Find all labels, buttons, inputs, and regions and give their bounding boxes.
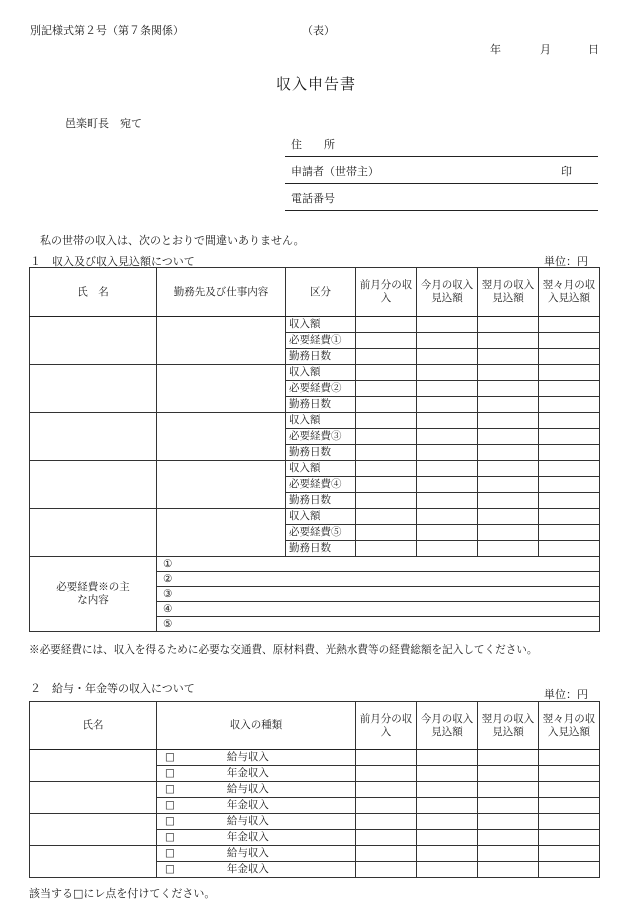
category-expense: 必要経費①: [286, 333, 356, 349]
value-cell[interactable]: [356, 525, 417, 541]
value-cell[interactable]: [539, 317, 600, 333]
value-cell[interactable]: [478, 445, 539, 461]
value-cell[interactable]: [356, 413, 417, 429]
col-header-this-month: 今月の収入見込額: [417, 268, 478, 317]
category-income: 収入額: [286, 461, 356, 477]
name-cell[interactable]: [30, 365, 157, 413]
value-cell[interactable]: [539, 397, 600, 413]
category-workdays: 勤務日数: [286, 541, 356, 557]
income-type-label: 年金収入: [226, 863, 269, 876]
value-cell[interactable]: [356, 862, 417, 878]
name-cell[interactable]: [30, 413, 157, 461]
value-cell[interactable]: [356, 461, 417, 477]
expense-detail-1[interactable]: ①: [157, 557, 600, 572]
value-cell[interactable]: [417, 766, 478, 782]
value-cell[interactable]: [417, 814, 478, 830]
category-income: 収入額: [286, 413, 356, 429]
value-cell[interactable]: [356, 445, 417, 461]
value-cell[interactable]: [356, 509, 417, 525]
value-cell[interactable]: [539, 541, 600, 557]
income-type-pension[interactable]: [157, 862, 356, 878]
value-cell[interactable]: [539, 477, 600, 493]
declaration-text: 私の世帯の収入は、次のとおりで間違いありません。: [40, 234, 305, 247]
value-cell[interactable]: [417, 413, 478, 429]
value-cell[interactable]: [539, 830, 600, 846]
page-title: 収入申告書: [276, 75, 357, 93]
address-field[interactable]: [285, 130, 598, 157]
value-cell[interactable]: [356, 766, 417, 782]
value-cell[interactable]: [539, 782, 600, 798]
value-cell[interactable]: [478, 349, 539, 365]
name-cell[interactable]: [30, 814, 157, 846]
value-cell[interactable]: [539, 349, 600, 365]
value-cell[interactable]: [417, 333, 478, 349]
value-cell[interactable]: [478, 814, 539, 830]
category-workdays: 勤務日数: [286, 349, 356, 365]
col-header-next-month: 翌月の収入見込額: [478, 702, 539, 750]
value-cell[interactable]: [539, 766, 600, 782]
income-type-salary[interactable]: [157, 750, 356, 766]
income-type-label: 給与収入: [226, 847, 269, 860]
name-cell[interactable]: [30, 782, 157, 814]
checkbox-pension[interactable]: □: [165, 767, 175, 780]
value-cell[interactable]: [478, 429, 539, 445]
value-cell[interactable]: [417, 397, 478, 413]
name-cell[interactable]: [30, 509, 157, 557]
value-cell[interactable]: [478, 830, 539, 846]
value-cell[interactable]: [417, 862, 478, 878]
value-cell[interactable]: [539, 461, 600, 477]
name-cell[interactable]: [30, 846, 157, 878]
col-header-name: 氏 名: [30, 268, 157, 317]
income-type-salary[interactable]: [157, 814, 356, 830]
section1-heading: １ 収入及び収入見込額について: [30, 255, 195, 268]
value-cell[interactable]: [539, 798, 600, 814]
value-cell[interactable]: [478, 525, 539, 541]
value-cell[interactable]: [417, 846, 478, 862]
value-cell[interactable]: [539, 846, 600, 862]
applicant-name-field[interactable]: [285, 157, 598, 184]
value-cell[interactable]: [478, 317, 539, 333]
category-expense: 必要経費⑤: [286, 525, 356, 541]
checkbox-salary[interactable]: □: [165, 815, 175, 828]
value-cell[interactable]: [356, 397, 417, 413]
income-type-label: 給与収入: [226, 815, 269, 828]
category-workdays: 勤務日数: [286, 493, 356, 509]
date-month: 月: [540, 43, 551, 56]
workplace-cell[interactable]: [157, 317, 286, 365]
pension-table: [29, 701, 600, 878]
value-cell[interactable]: [478, 333, 539, 349]
value-cell[interactable]: [539, 862, 600, 878]
section1-note: ※必要経費には、収入を得るために必要な交通費、原材料費、光熱水費等の経費総額を記入してください。: [29, 644, 538, 656]
section2-note: 該当する□にレ点を付けてください。: [29, 887, 216, 900]
income-type-label: 給与収入: [226, 751, 269, 764]
addressee: 邑楽町長 宛て: [65, 117, 142, 130]
workplace-cell[interactable]: [157, 509, 286, 557]
value-cell[interactable]: [356, 798, 417, 814]
value-cell[interactable]: [356, 365, 417, 381]
col-header-workplace: 勤務先及び仕事内容: [157, 268, 286, 317]
expense-detail-5[interactable]: ⑤: [157, 617, 600, 632]
category-expense: 必要経費③: [286, 429, 356, 445]
value-cell[interactable]: [356, 317, 417, 333]
name-cell[interactable]: [30, 461, 157, 509]
value-cell[interactable]: [478, 862, 539, 878]
checkbox-pension[interactable]: □: [165, 863, 175, 876]
checkbox-salary[interactable]: □: [165, 751, 175, 764]
value-cell[interactable]: [356, 333, 417, 349]
income-type-pension[interactable]: [157, 830, 356, 846]
workplace-cell[interactable]: [157, 461, 286, 509]
section1-unit: 単位：円: [544, 255, 588, 268]
value-cell[interactable]: [478, 846, 539, 862]
value-cell[interactable]: [417, 445, 478, 461]
value-cell[interactable]: [417, 429, 478, 445]
value-cell[interactable]: [417, 493, 478, 509]
value-cell[interactable]: [356, 381, 417, 397]
seal-label: 印: [561, 165, 572, 178]
name-cell[interactable]: [30, 317, 157, 365]
date-day: 日: [588, 43, 599, 56]
col-header-this-month: 今月の収入見込額: [417, 702, 478, 750]
value-cell[interactable]: [539, 750, 600, 766]
category-income: 収入額: [286, 509, 356, 525]
value-cell[interactable]: [478, 766, 539, 782]
workplace-cell[interactable]: [157, 413, 286, 461]
value-cell[interactable]: [539, 445, 600, 461]
value-cell[interactable]: [539, 493, 600, 509]
col-header-month-after-next: 翌々月の収入見込額: [539, 268, 600, 317]
value-cell[interactable]: [478, 477, 539, 493]
value-cell[interactable]: [539, 525, 600, 541]
category-expense: 必要経費②: [286, 381, 356, 397]
value-cell[interactable]: [417, 317, 478, 333]
category-income: 収入額: [286, 317, 356, 333]
income-type-label: 年金収入: [226, 831, 269, 844]
category-expense: 必要経費④: [286, 477, 356, 493]
income-type-salary[interactable]: [157, 846, 356, 862]
income-type-salary[interactable]: [157, 782, 356, 798]
expense-details-label: 必要経費※の主な内容: [30, 557, 157, 632]
value-cell[interactable]: [417, 782, 478, 798]
income-type-label: 給与収入: [226, 783, 269, 796]
form-side: （表）: [302, 24, 335, 37]
value-cell[interactable]: [356, 477, 417, 493]
income-type-pension[interactable]: [157, 798, 356, 814]
expense-detail-2[interactable]: ②: [157, 572, 600, 587]
value-cell[interactable]: [539, 509, 600, 525]
value-cell[interactable]: [478, 493, 539, 509]
value-cell[interactable]: [417, 541, 478, 557]
value-cell[interactable]: [539, 429, 600, 445]
checkbox-pension[interactable]: □: [165, 831, 175, 844]
category-income: 収入額: [286, 365, 356, 381]
value-cell[interactable]: [417, 509, 478, 525]
checkbox-pension[interactable]: □: [165, 799, 175, 812]
value-cell[interactable]: [478, 541, 539, 557]
value-cell[interactable]: [539, 333, 600, 349]
form-number: 別記様式第２号（第７条関係）: [30, 24, 184, 37]
value-cell[interactable]: [417, 365, 478, 381]
value-cell[interactable]: [539, 381, 600, 397]
value-cell[interactable]: [356, 814, 417, 830]
col-header-last-month: 前月分の収入: [356, 702, 417, 750]
section2-unit: 単位：円: [544, 688, 588, 701]
value-cell[interactable]: [417, 349, 478, 365]
income-table: [29, 267, 600, 632]
value-cell[interactable]: [478, 365, 539, 381]
checkbox-salary[interactable]: □: [165, 847, 175, 860]
category-workdays: 勤務日数: [286, 397, 356, 413]
value-cell[interactable]: [417, 381, 478, 397]
value-cell[interactable]: [356, 429, 417, 445]
value-cell[interactable]: [478, 413, 539, 429]
expense-detail-3[interactable]: ③: [157, 587, 600, 602]
value-cell[interactable]: [478, 397, 539, 413]
value-cell[interactable]: [478, 782, 539, 798]
value-cell[interactable]: [417, 525, 478, 541]
date-year: 年: [490, 43, 501, 56]
value-cell[interactable]: [356, 782, 417, 798]
value-cell[interactable]: [539, 814, 600, 830]
value-cell[interactable]: [417, 830, 478, 846]
applicant-name-label: 申請者（世帯主）: [291, 165, 379, 178]
workplace-cell[interactable]: [157, 365, 286, 413]
value-cell[interactable]: [478, 381, 539, 397]
name-cell[interactable]: [30, 750, 157, 782]
checkbox-salary[interactable]: □: [165, 783, 175, 796]
section2-heading: ２ 給与・年金等の収入について: [30, 682, 195, 695]
income-type-label: 年金収入: [226, 799, 269, 812]
value-cell[interactable]: [478, 461, 539, 477]
col-header-last-month: 前月分の収入: [356, 268, 417, 317]
category-workdays: 勤務日数: [286, 445, 356, 461]
col-header-month-after-next: 翌々月の収入見込額: [539, 702, 600, 750]
expense-detail-4[interactable]: ④: [157, 602, 600, 617]
value-cell[interactable]: [417, 461, 478, 477]
value-cell[interactable]: [539, 365, 600, 381]
phone-label: 電話番号: [291, 192, 335, 205]
value-cell[interactable]: [417, 750, 478, 766]
value-cell[interactable]: [356, 846, 417, 862]
col-header-next-month: 翌月の収入見込額: [478, 268, 539, 317]
value-cell[interactable]: [478, 509, 539, 525]
value-cell[interactable]: [417, 798, 478, 814]
value-cell[interactable]: [478, 750, 539, 766]
value-cell[interactable]: [356, 750, 417, 766]
value-cell[interactable]: [417, 477, 478, 493]
income-type-pension[interactable]: [157, 766, 356, 782]
col-header-name: 氏名: [30, 702, 157, 750]
value-cell[interactable]: [539, 413, 600, 429]
col-header-category: 区分: [286, 268, 356, 317]
value-cell[interactable]: [356, 830, 417, 846]
value-cell[interactable]: [356, 541, 417, 557]
value-cell[interactable]: [478, 798, 539, 814]
col-header-income-type: 収入の種類: [157, 702, 356, 750]
value-cell[interactable]: [356, 349, 417, 365]
income-type-label: 年金収入: [226, 767, 269, 780]
address-label: 住 所: [291, 138, 335, 151]
value-cell[interactable]: [356, 493, 417, 509]
phone-field[interactable]: [285, 184, 598, 211]
